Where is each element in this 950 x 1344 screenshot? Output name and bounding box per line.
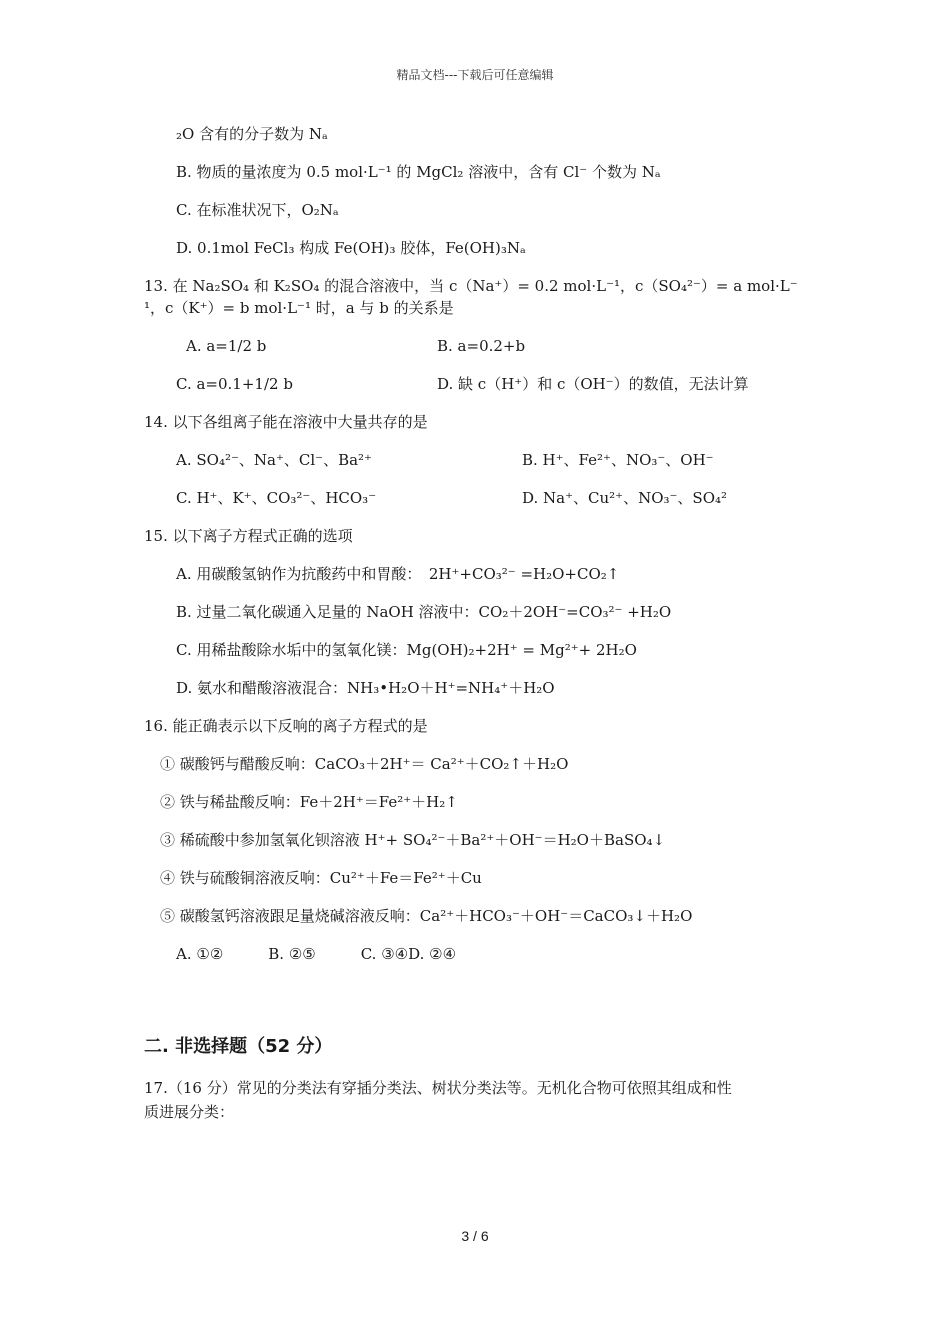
q14-option-b: B. H⁺、Fe²⁺、NO₃⁻、OH⁻ xyxy=(522,451,714,469)
q15-option-a: A. 用碳酸氢钠作为抗酸药中和胃酸： 2H⁺+CO₃²⁻ =H₂O+CO₂↑ xyxy=(176,565,620,583)
q15-option-d: D. 氨水和醋酸溶液混合：NH₃•H₂O＋H⁺=NH₄⁺＋H₂O xyxy=(176,679,555,697)
q16-item-2: ② 铁与稀盐酸反响：Fe＋2H⁺＝Fe²⁺＋H₂↑ xyxy=(160,793,458,811)
option-b-line: B. 物质的量浓度为 0.5 mol·L⁻¹ 的 MgCl₂ 溶液中，含有 Cl⁻ 个数为 Nₐ xyxy=(176,163,661,181)
section-title: 二. 非选择题（52 分） xyxy=(144,1036,333,1057)
q16-item-3: ③ 稀硫酸中参加氢氧化钡溶液 H⁺+ SO₄²⁻＋Ba²⁺＋OH⁻＝H₂O＋BaSO₄↓ xyxy=(160,831,666,849)
question-15: 15. 以下离子方程式正确的选项 xyxy=(144,527,353,545)
option-d-line: D. 0.1mol FeCl₃ 构成 Fe(OH)₃ 胶体，Fe(OH)₃Nₐ xyxy=(176,239,526,257)
page-number: 3 / 6 xyxy=(461,1228,489,1244)
question-14: 14. 以下各组离子能在溶液中大量共存的是 xyxy=(144,413,428,431)
q14-option-d: D. Na⁺、Cu²⁺、NO₃⁻、SO₄² xyxy=(522,489,728,507)
option-c-line: C. 在标准状况下，O₂Nₐ xyxy=(176,201,339,219)
q16-item-1: ① 碳酸钙与醋酸反响：CaCO₃＋2H⁺＝ Ca²⁺＋CO₂↑＋H₂O xyxy=(160,755,569,773)
q14-option-c: C. H⁺、K⁺、CO₃²⁻、HCO₃⁻ xyxy=(176,489,377,507)
q13-option-c: C. a=0.1+1/2 b xyxy=(176,375,293,393)
q13-option-d: D. 缺 c（H⁺）和 c（OH⁻）的数值，无法计算 xyxy=(437,375,749,393)
q13-option-b: B. a=0.2+b xyxy=(437,337,526,355)
question-17: 17.（16 分）常见的分类法有穿插分类法、树状分类法等。无机化合物可依照其组成和性 xyxy=(144,1079,732,1097)
q14-option-a: A. SO₄²⁻、Na⁺、Cl⁻、Ba²⁺ xyxy=(176,451,372,469)
text-line: ₂O 含有的分子数为 Nₐ xyxy=(176,125,328,143)
q15-option-b: B. 过量二氧化碳通入足量的 NaOH 溶液中：CO₂＋2OH⁻=CO₃²⁻ +H₂O xyxy=(176,603,672,621)
q16-item-5: ⑤ 碳酸氢钙溶液跟足量烧碱溶液反响：Ca²⁺＋HCO₃⁻＋OH⁻＝CaCO₃↓＋H₂O xyxy=(160,907,693,925)
question-13: 13. 在 Na₂SO₄ 和 K₂SO₄ 的混合溶液中，当 c（Na⁺）= 0.2 mol·L⁻¹，c（SO₄²⁻）= a mol·L⁻ xyxy=(144,277,798,295)
q15-option-c: C. 用稀盐酸除水垢中的氢氧化镁：Mg(OH)₂+2H⁺ = Mg²⁺+ 2H₂O xyxy=(176,641,637,659)
question-13-cont: ¹，c（K⁺）= b mol·L⁻¹ 时，a 与 b 的关系是 xyxy=(144,299,454,317)
q16-options: A. ①② B. ②⑤ C. ③④D. ②④ xyxy=(176,945,457,963)
page-header: 精品文档---下载后可任意编辑 xyxy=(396,68,554,82)
question-16: 16. 能正确表示以下反响的离子方程式的是 xyxy=(144,717,428,735)
question-17-cont: 质进展分类： xyxy=(144,1103,235,1121)
q16-item-4: ④ 铁与硫酸铜溶液反响：Cu²⁺＋Fe＝Fe²⁺＋Cu xyxy=(160,869,482,887)
q13-option-a: A. a=1/2 b xyxy=(186,337,267,355)
